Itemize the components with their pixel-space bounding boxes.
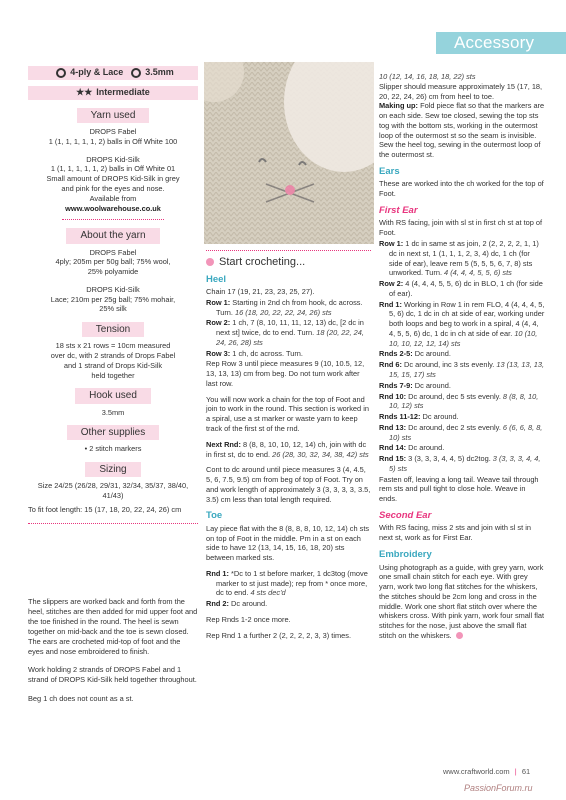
start-heading-text: Start crocheting... (219, 256, 306, 268)
yarn-weight-icon (56, 68, 66, 78)
toe-heading: Toe (206, 510, 223, 522)
ear-rnd-13: Rnd 13: Dc around, dec 2 sts evenly. 6 (6, 6, 8, 8, 10) sts (379, 422, 543, 442)
divider (28, 523, 198, 524)
ear-rnds-7-9: Rnds 7-9: Dc around. (379, 380, 451, 390)
about-yarn-heading: About the yarn (66, 228, 159, 243)
toe-count: 10 (12, 14, 16, 18, 18, 22) sts (379, 72, 476, 81)
text-line: DROPS Kid-Silk (86, 284, 140, 294)
page-footer (443, 767, 530, 777)
text-line: 1 (1, 1, 1, 1, 1, 2) balls in Off White 01 (50, 164, 176, 174)
second-ear-heading: Second Ear (379, 509, 432, 521)
intro-paragraph: Beg 1 ch does not count as a st. (28, 693, 134, 703)
text-line: 25% silk (99, 304, 127, 314)
tension-heading: Tension (82, 322, 144, 337)
sizing-heading: Sizing (85, 462, 140, 477)
next-rnd: Next Rnd: 8 (8, 8, 10, 10, 12, 14) ch, join with dc in first st, dc to end. 26 (28, 30, 32, 34, 38, 42) sts (206, 439, 369, 459)
row-3: Row 3: 1 ch, dc across. Turn. (206, 348, 303, 358)
text-line: 1 (1, 1, 1, 1, 1, 2) balls in Off White 100 (48, 136, 178, 146)
sizing-foot-length: To fit foot length: 15 (17, 18, 20, 22, 24, 26) cm (28, 504, 182, 514)
hook-used-heading: Hook used (75, 388, 151, 403)
text-line: over dc, with 2 strands of Drops Fabel (50, 351, 176, 361)
level-stars: ★★ (76, 87, 93, 98)
text-line: 4ply; 205m per 50g ball; 75% wool, (55, 257, 171, 267)
fasten-off: Fasten off, leaving a long tail. Weave tail through rem sts and pull tight to close hole. Weave in ends. (379, 474, 539, 504)
supply-item: • 2 stitch markers (84, 444, 142, 454)
text-line: and pink for the eyes and nose. (61, 184, 165, 194)
photo-illustration (204, 62, 374, 244)
text-line: DROPS Fabel (89, 127, 137, 137)
text-line: Small amount of DROPS Kid-Silk in grey (46, 174, 180, 184)
hook-used-value: 3.5mm (101, 407, 125, 417)
ear-rnds-11-12: Rnds 11-12: Dc around. (379, 412, 459, 422)
level-bar (28, 86, 198, 100)
end-bullet-icon (456, 632, 463, 639)
text-line: and 1 strand of Drops Kid-Silk (63, 360, 163, 370)
text-line: DROPS Kid-Silk (86, 154, 140, 164)
tension-text (28, 341, 198, 380)
text-line: Available from (89, 193, 137, 203)
rnd-1: Rnd 1: *Dc to 1 st before marker, 1 dc3tog (move marker to st just made); rep from * once more, dc to end. 4 sts dec'd (206, 568, 368, 598)
intro-text (28, 597, 198, 712)
intro-paragraph: The slippers are worked back and forth from the heel, stitches are then added for mid upper foot and the toe finished in the round. The heel is sewn together on mid-back and the toe is sewn closed. The ears are crocheted mid-top of foot and the eyes and nose embroidered to finish. (28, 597, 198, 657)
yarn-used-heading: Yarn used (77, 108, 150, 123)
hook-size-icon (131, 68, 141, 78)
ear-rnds-2-5: Rnds 2-5: Dc around. (379, 349, 451, 359)
right-column (379, 72, 545, 647)
embroidery-text: Using photograph as a guide, with grey yarn, work one small chain stitch for each eye. With grey yarn, work two long flat stitches for the whiskers, the stitches should be 2cm long and cross in the middle. Work one short flat stitch over where the whiskers cross. With pink yarn, work four small flat stitches for the nose, just above the small flat stitch on the whiskers. (379, 562, 545, 640)
watermark: PassionForum.ru (464, 783, 533, 793)
ears-intro: These are worked into the ch worked for the top of Foot. (379, 179, 544, 199)
meta-bar (28, 66, 198, 80)
yarn-used-text (28, 127, 198, 213)
row-1: Row 1: Starting in 2nd ch from hook, dc across. Turn. 16 (18, 20, 22, 22, 24, 26) sts (206, 297, 363, 317)
embroidery-heading: Embroidery (379, 548, 432, 560)
footer-site: www.craftworld.com (443, 767, 510, 776)
first-ear-intro: With RS facing, join with sl st in first ch st at top of Foot. (379, 218, 543, 238)
bullet-icon (206, 258, 214, 266)
heel-length: Cont to dc around until piece measures 3 (4, 4.5, 5, 6, 7.5, 9.5) cm from beg of top of Foot. Try on and work length of approximately 3 (3, 3, 3, 3, 3.5, 3.5) cm less than total length required. (206, 465, 371, 504)
making-up: Making up: Fold piece flat so that the markers are on each side. Sew toe closed, sewing the top sts tog with the bottom sts, working in the outermost loop of the outermost st so the seam is invisible. Sew the heel tog, sewing in the outermost loop of the outermost st. (379, 101, 545, 160)
intro-paragraph: Work holding 2 strands of DROPS Fabel and 1 strand of DROPS Kid-Silk held together throughout. (28, 665, 197, 685)
rnd-2: Rnd 2: Dc around. (206, 599, 268, 609)
slipper-length: Slipper should measure approximately 15 (17, 18, 20, 22, 24, 26) cm from heel to toe. (379, 81, 543, 101)
text-line: DROPS Fabel (89, 247, 137, 257)
sizing-sizes: Size 24/25 (26/28, 29/31, 32/34, 35/37, 38/40, 41/43) (37, 481, 189, 501)
ear-rnd-1: Rnd 1: Working in Row 1 in rem FLO, 4 (4, 4, 4, 5, 5, 6) dc, 1 dc in ch at side of ear, working under both loops and beg to work in a spiral, 4 (4, 4, 4, 5, 5, 6) dc, 1 dc in ch at side of ear. 10 (10, 10, 10, 12, 12, 14) sts (379, 299, 545, 348)
other-supplies-heading: Other supplies (67, 425, 159, 440)
ear-row-1: Row 1: 1 dc in same st as join, 2 (2, 2, 2, 2, 1, 1) dc in next st, 1 (1, 1, 1, 2, 3, 4) dc, 1 ch (for side of ear), leave rem 5 (5, 5, 5, 6, 7, 8) sts unworked. Turn. 4 (4, 4, 4, 5, 5, 6) sts (379, 239, 539, 278)
heel-heading: Heel (206, 273, 227, 285)
text-line: Lace; 210m per 25g ball; 75% mohair, (50, 294, 176, 304)
first-ear-heading: First Ear (379, 204, 418, 216)
divider (62, 219, 164, 220)
section-tab: Accessory (436, 32, 566, 54)
ear-rnd-10: Rnd 10: Dc around, dec 5 sts evenly. 8 (8, 8, 10, 10, 12) sts (379, 391, 539, 411)
heel-rep: Rep Row 3 until piece measures 9 (10, 10.5, 12, 13, 13, 13) cm from beg. Do not turn work after last row. (206, 359, 365, 388)
middle-column (206, 250, 371, 647)
text-line: 18 sts x 21 rows = 10cm measured (55, 341, 171, 351)
ear-rnd-14: Rnd 14: Dc around. (379, 443, 445, 453)
ear-rnd-15: Rnd 15: 3 (3, 3, 3, 4, 4, 5) dc2tog. 3 (3, 3, 3, 4, 4, 5) sts (379, 454, 541, 473)
text-line: held together (91, 370, 135, 380)
page-number: 61 (521, 767, 531, 776)
toe-setup: Lay piece flat with the 8 (8, 8, 8, 10, 12, 14) ch sts on top of Foot in the middle. Pm in a st on each side to have 12 (13, 14, 15, 16, 18, 20) sts between marked sts. (206, 523, 370, 563)
yarn-weight: 4-ply & Lace (70, 67, 124, 78)
about-yarn-text (28, 248, 198, 315)
heel-chain-info: You will now work a chain for the top of Foot and join to work in the round. This section is worked in a spiral, use a st marker or waste yarn to keep track of the first st of the rnd. (206, 394, 369, 433)
second-ear-text: With RS facing, miss 2 sts and join with sl st in next st, work as for First Ear. (379, 523, 531, 543)
left-column (28, 66, 198, 524)
heel-chain: Chain 17 (19, 21, 23, 23, 25, 27). (206, 287, 315, 297)
footer-separator: | (514, 767, 517, 776)
supplier-link[interactable]: www.woolwarehouse.co.uk (65, 203, 161, 213)
hook-size: 3.5mm (145, 67, 174, 78)
toe-rep: Rep Rnds 1-2 once more. (206, 615, 291, 625)
level-text: Intermediate (96, 87, 150, 98)
ear-row-2: Row 2: 4 (4, 4, 4, 5, 5, 6) dc in BLO, 1 ch (for side of ear). (379, 279, 543, 298)
ears-heading: Ears (379, 165, 400, 177)
start-crocheting-heading (206, 250, 371, 270)
toe-rep-further: Rep Rnd 1 a further 2 (2, 2, 2, 2, 3, 3) times. (206, 630, 352, 640)
slipper-photo (204, 62, 374, 244)
ear-rnd-6: Rnd 6: Dc around, inc 3 sts evenly. 13 (13, 13, 13, 15, 15, 17) sts (379, 360, 545, 379)
text-line: 25% polyamide (87, 267, 139, 277)
row-2: Row 2: 1 ch, 7 (8, 10, 11, 11, 12, 13) dc, [2 dc in next st] twice, dc to end. Turn. 18 (20, 22, 24, 24, 26, 28) sts (206, 318, 364, 347)
